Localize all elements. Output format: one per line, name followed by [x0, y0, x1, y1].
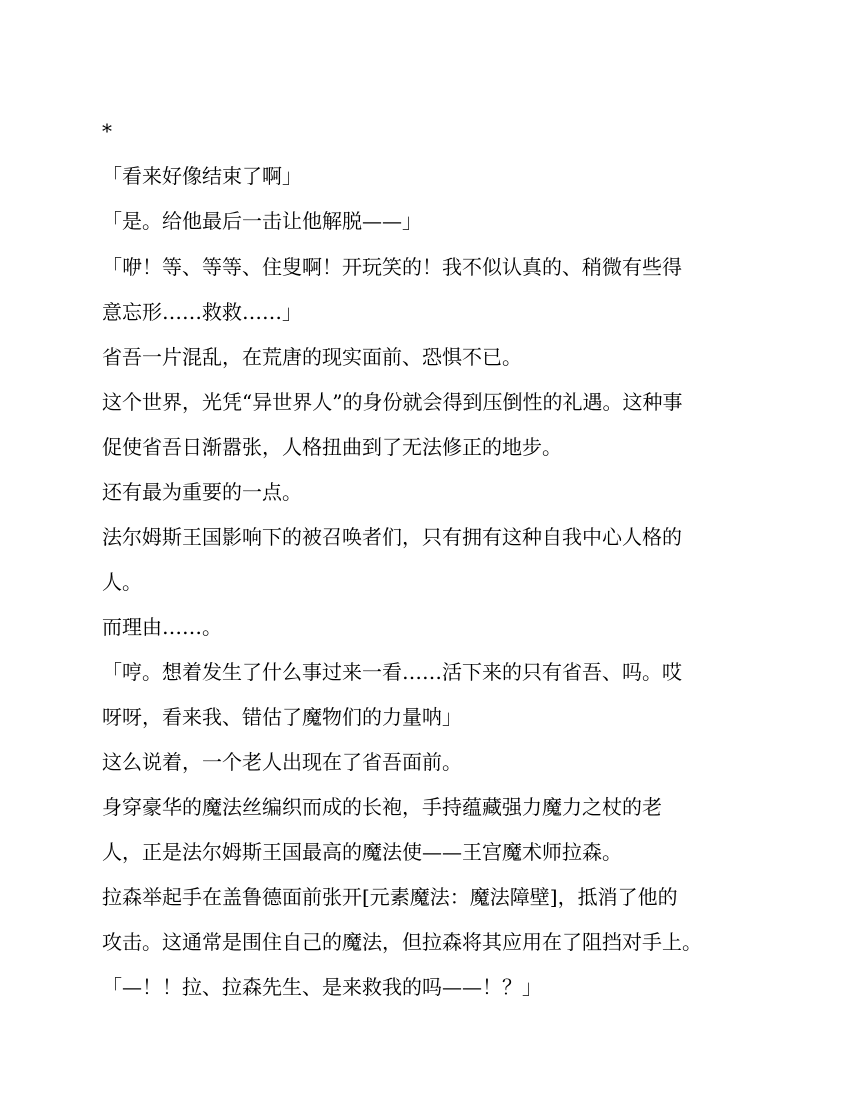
text-line: 「是。给他最后一击让他解脱——」	[102, 209, 422, 233]
text-line: 「—！！拉、拉森先生、是来救我的吗——！？」	[102, 975, 542, 999]
text-line: 拉森举起手在盖鲁德面前张开[元素魔法：魔法障壁]，抵消了他的	[102, 885, 678, 909]
text-line: 人，正是法尔姆斯王国最高的魔法使——王宫魔术师拉森。	[102, 840, 622, 864]
section-break-asterisk: *	[102, 119, 112, 143]
text-line: 意忘形……救救……」	[102, 300, 302, 324]
text-line: 这么说着，一个老人出现在了省吾面前。	[102, 750, 462, 774]
text-line: 人。	[102, 570, 142, 594]
text-line: 身穿豪华的魔法丝编织而成的长袍，手持蕴藏强力魔力之杖的老	[102, 795, 662, 819]
text-line: 「咿！等、等等、住叟啊！开玩笑的！我不似认真的、稍微有些得	[102, 255, 682, 279]
text-line: 「哼。想着发生了什么事过来一看……活下来的只有省吾、吗。哎	[102, 660, 682, 684]
text-line: 而理由……。	[102, 615, 222, 639]
text-line: 促使省吾日渐嚣张，人格扭曲到了无法修正的地步。	[102, 435, 562, 459]
text-line: 攻击。这通常是围住自己的魔法，但拉森将其应用在了阻挡对手上。	[102, 930, 702, 954]
text-line: 「看来好像结束了啊」	[102, 164, 302, 188]
text-line: 这个世界，光凭“异世界人”的身份就会得到压倒性的礼遇。这种事	[102, 390, 683, 414]
text-line: 呀呀，看来我、错估了魔物们的力量呐」	[102, 705, 462, 729]
text-line: 法尔姆斯王国影响下的被召唤者们，只有拥有这种自我中心人格的	[102, 525, 682, 549]
text-line: 省吾一片混乱，在荒唐的现实面前、恐惧不已。	[102, 345, 522, 369]
text-line: 还有最为重要的一点。	[102, 480, 302, 504]
